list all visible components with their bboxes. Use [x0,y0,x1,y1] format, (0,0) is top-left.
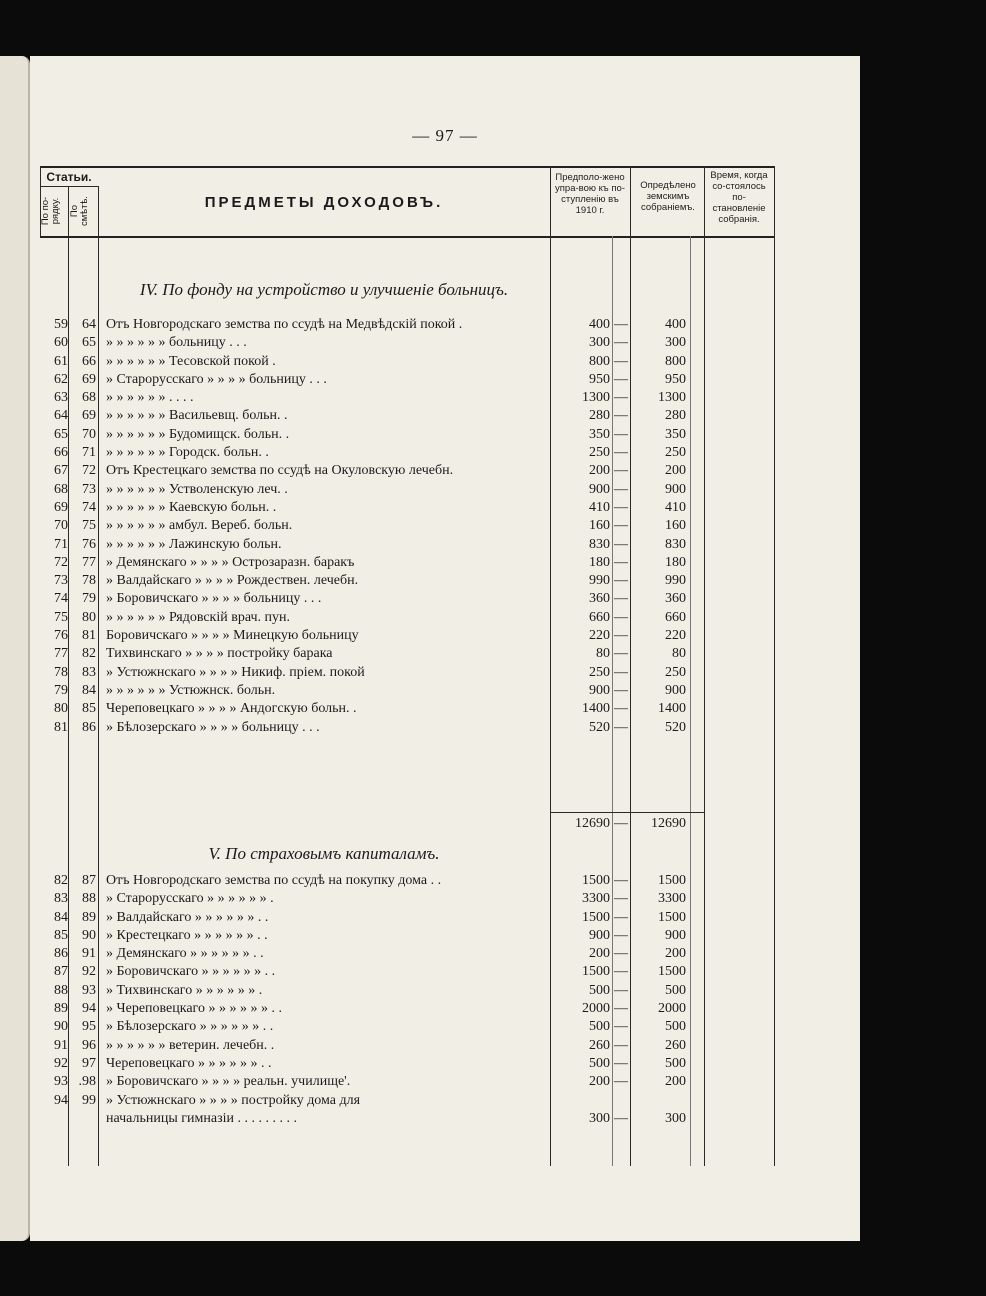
table-row [40,609,774,627]
estimate-number: 65 [82,335,96,351]
assumed-value: 350 [589,426,610,442]
table-row [40,927,774,945]
table-row [40,572,774,590]
section-4-total-dash: — [614,816,628,831]
kopeck-dash: — [614,445,628,461]
kopeck-dash: — [614,982,628,998]
table-row [40,371,774,389]
table-row [40,316,774,334]
row-description: » Боровичскаго » » » » больницу . . . [106,591,322,607]
determined-value: 500 [665,982,686,998]
section-4-total-v2: 12690 [651,816,686,831]
kopeck-dash: — [614,628,628,644]
assumed-value: 900 [589,927,610,943]
kopeck-dash: — [614,408,628,424]
table-row [40,945,774,963]
row-description: Боровичскаго » » » » Минецкую больницу [106,628,359,644]
section-5-title: V. По страховымъ капиталамъ. [208,844,440,863]
row-number: 88 [54,982,68,998]
estimate-number: 64 [82,317,96,332]
row-number: 70 [54,518,68,534]
table-row [40,444,774,462]
assumed-value: 250 [589,445,610,461]
section-4-rows [40,316,774,737]
row-number: 92 [54,1055,68,1071]
estimate-number: 82 [82,646,96,662]
determined-value: 300 [665,1110,686,1126]
row-description: » Демянскаго » » » » Острозаразн. баракъ [106,554,355,570]
table-row [40,590,774,608]
determined-value: 280 [665,408,686,424]
kopeck-dash: — [614,390,628,406]
determined-value: 2000 [658,1001,686,1017]
estimate-number: 74 [82,499,96,515]
kopeck-dash: — [614,964,628,980]
determined-value: 250 [665,445,686,461]
determined-value: 360 [665,591,686,607]
row-description: » Валдайскаго » » » » » » . . [106,909,269,925]
kopeck-dash: — [614,646,628,662]
estimate-number: 93 [82,982,96,998]
row-description: » Боровичскаго » » » » реальн. училище'. [106,1074,351,1090]
kopeck-dash: — [614,701,628,717]
row-number: 63 [54,390,68,406]
header-po-poryadku: По по- рядку. [40,196,61,226]
assumed-value: 180 [589,554,610,570]
row-description: Отъ Новгородскаго земства по ссудѣ на покупку дома . . [106,873,442,888]
table-row [40,645,774,663]
row-number: 69 [54,499,68,515]
estimate-number: 77 [82,554,96,570]
row-number: 87 [54,964,68,980]
row-description: » » » » » » ветерин. лечебн. . [106,1037,275,1053]
table-row [40,890,774,908]
table-row [40,963,774,981]
estimate-number: 95 [82,1019,96,1035]
row-number: 80 [54,701,68,717]
estimate-number: 90 [82,927,96,943]
table-row [40,1055,774,1073]
estimate-number: 70 [82,426,96,442]
estimate-number: 99 [82,1092,96,1108]
estimate-number: 88 [82,891,96,907]
row-description: » Тихвинскаго » » » » » » . [106,982,263,998]
determined-value: 1300 [658,390,686,406]
determined-value: 990 [665,573,686,589]
page-number: — 97 — [412,126,478,145]
kopeck-dash: — [614,554,628,570]
row-description: » Крестецкаго » » » » » » . . [106,927,268,943]
estimate-number: 75 [82,518,96,534]
section-4-title: IV. По фонду на устройство и улучшеніе больницъ. [139,280,509,299]
row-number: 60 [54,335,68,351]
assumed-value: 410 [589,499,610,515]
table-row [40,353,774,371]
row-description: » Бѣлозерскаго » » » » » » . . [106,1019,274,1035]
row-description: Отъ Новгородскаго земства по ссудѣ на Медвѣдскій покой . [106,317,463,332]
row-number: 64 [54,408,68,424]
table-row [40,389,774,407]
table-row [40,1092,774,1110]
assumed-value: 3300 [582,891,610,907]
estimate-number: 71 [82,445,96,461]
section-4-total-v1: 12690 [575,816,610,831]
row-number: 91 [54,1037,68,1053]
row-number: 94 [54,1092,68,1108]
header-col-time: Время, когда со-стоялось по-становленіе собранія. [710,170,768,225]
kopeck-dash: — [614,927,628,943]
determined-value: 500 [665,1019,686,1035]
assumed-value: 1500 [582,873,610,888]
header-col-assumed: Предполо-жено упра-вою къ по-ступленію въ 1910 г. [555,172,625,216]
row-number: 61 [54,353,68,369]
determined-value: 1500 [658,873,686,888]
assumed-value: 280 [589,408,610,424]
determined-value: 1500 [658,964,686,980]
kopeck-dash: — [614,1037,628,1053]
table-row [40,1037,774,1055]
row-description: » Устюжнскаго » » » » Никиф. пріем. покой [106,664,365,680]
row-description: » Старорусскаго » » » » » » . [106,891,274,907]
assumed-value: 300 [589,335,610,351]
row-number: 59 [54,317,68,332]
kopeck-dash: — [614,371,628,387]
determined-value: 830 [665,536,686,552]
row-number: 77 [54,646,68,662]
kopeck-dash: — [614,591,628,607]
estimate-number: 84 [82,682,96,698]
determined-value: 520 [665,719,686,735]
kopeck-dash: — [614,609,628,625]
table-row [40,554,774,572]
row-number: 74 [54,591,68,607]
determined-value: 220 [665,628,686,644]
assumed-value: 250 [589,664,610,680]
table-row [40,1000,774,1018]
row-number: 73 [54,573,68,589]
kopeck-dash: — [614,1019,628,1035]
kopeck-dash: — [614,353,628,369]
kopeck-dash: — [614,335,628,351]
row-number: 82 [54,873,68,888]
table-row [40,909,774,927]
kopeck-dash: — [614,463,628,479]
kopeck-dash: — [614,719,628,735]
table-row [40,426,774,444]
kopeck-dash: — [614,1001,628,1017]
row-description: начальницы гимназіи . . . . . . . . . [106,1110,297,1126]
section-5-rows [40,872,774,1128]
assumed-value: 900 [589,481,610,497]
row-number: 86 [54,946,68,962]
row-description: » » » » » » амбул. Вереб. больн. [106,518,293,534]
row-description: » » » » » » Будомищск. больн. . [106,426,290,442]
determined-value: 660 [665,609,686,625]
determined-value: 3300 [658,891,686,907]
assumed-value: 300 [589,1110,610,1126]
table-row [40,462,774,480]
determined-value: 900 [665,927,686,943]
document-page [30,56,860,1241]
estimate-number: 79 [82,591,96,607]
determined-value: 200 [665,946,686,962]
kopeck-dash: — [614,1110,628,1126]
assumed-value: 500 [589,1019,610,1035]
row-description: » » » » » » Устюжнск. больн. [106,682,276,698]
row-number: 62 [54,371,68,387]
table-row [40,872,774,890]
row-description: Череповецкаго » » » » » » . . [106,1055,272,1071]
row-number: 78 [54,664,68,680]
assumed-value: 200 [589,946,610,962]
kopeck-dash: — [614,481,628,497]
header-stati: Статьи. [46,170,92,184]
row-description: » Устюжнскаго » » » » постройку дома для [106,1092,361,1108]
assumed-value: 1300 [582,390,610,406]
row-description: Тихвинскаго » » » » постройку барака [106,646,333,662]
row-description: » » » » » » Тесовской покой . [106,353,276,369]
kopeck-dash: — [614,891,628,907]
row-number: 90 [54,1019,68,1035]
estimate-number: 72 [82,463,96,479]
assumed-value: 360 [589,591,610,607]
estimate-number: 87 [82,873,96,888]
table-row [40,536,774,554]
row-description: » » » » » » больницу . . . [106,335,247,351]
assumed-value: 800 [589,353,610,369]
assumed-value: 990 [589,573,610,589]
table-row [40,499,774,517]
row-number: 76 [54,628,68,644]
determined-value: 950 [665,371,686,387]
estimate-number: 69 [82,408,96,424]
header-col-determined: Опредѣлено земскимъ собраніемъ. [640,180,696,213]
determined-value: 400 [665,317,686,332]
estimate-number: 92 [82,964,96,980]
estimate-number: 66 [82,353,96,369]
estimate-number: 96 [82,1037,96,1053]
determined-value: 410 [665,499,686,515]
kopeck-dash: — [614,536,628,552]
determined-value: 300 [665,335,686,351]
row-number: 75 [54,609,68,625]
row-description: » » » » » » Васильевщ. больн. . [106,408,288,424]
determined-value: 500 [665,1055,686,1071]
row-number: 79 [54,682,68,698]
row-number: 67 [54,463,68,479]
determined-value: 900 [665,682,686,698]
row-description: » » » » » » Рядовскій врач. пун. [106,609,291,625]
estimate-number: 83 [82,664,96,680]
assumed-value: 660 [589,609,610,625]
row-number: 65 [54,426,68,442]
row-number: 85 [54,927,68,943]
assumed-value: 80 [596,646,610,662]
determined-value: 900 [665,481,686,497]
kopeck-dash: — [614,946,628,962]
estimate-number: 94 [82,1001,96,1017]
table-row [40,1110,774,1128]
estimate-number: 73 [82,481,96,497]
row-number: 66 [54,445,68,461]
assumed-value: 220 [589,628,610,644]
determined-value: 200 [665,463,686,479]
determined-value: 80 [672,646,686,662]
row-number: 68 [54,481,68,497]
table-row [40,627,774,645]
assumed-value: 1500 [582,964,610,980]
estimate-number: 89 [82,909,96,925]
estimate-number: 80 [82,609,96,625]
assumed-value: 1400 [582,701,610,717]
table-row [40,1018,774,1036]
left-page-edge [0,56,30,1241]
table-row [40,481,774,499]
row-number: 81 [54,719,68,735]
determined-value: 1400 [658,701,686,717]
table-row [40,407,774,425]
estimate-number: 76 [82,536,96,552]
row-description: » » » » » » Лажинскую больн. [106,536,282,552]
table-row [40,664,774,682]
row-description: » » » » » » Городск. больн. . [106,445,269,461]
revenue-table [40,166,774,1166]
determined-value: 1500 [658,909,686,925]
assumed-value: 400 [589,317,610,332]
kopeck-dash: — [614,518,628,534]
assumed-value: 160 [589,518,610,534]
estimate-number: .98 [78,1074,96,1090]
row-description: Отъ Крестецкаго земства по ссудѣ на Окуловскую лечебн. [106,463,454,479]
row-description: » Валдайскаго » » » » Рождествен. лечебн. [106,573,359,589]
kopeck-dash: — [614,317,628,332]
table-row [40,700,774,718]
table-row [40,719,774,737]
estimate-number: 86 [82,719,96,735]
row-number: 89 [54,1001,68,1017]
kopeck-dash: — [614,664,628,680]
row-description: » » » » » » . . . . [106,390,194,406]
kopeck-dash: — [614,573,628,589]
determined-value: 350 [665,426,686,442]
kopeck-dash: — [614,682,628,698]
kopeck-dash: — [614,1055,628,1071]
header-title: ПРЕДМЕТЫ ДОХОДОВЪ. [204,194,444,211]
row-description: » » » » » » Устволенскую леч. . [106,481,288,497]
determined-value: 200 [665,1074,686,1090]
kopeck-dash: — [614,426,628,442]
estimate-number: 97 [82,1055,96,1071]
row-description: » Демянскаго » » » » » » . . [106,946,264,962]
determined-value: 250 [665,664,686,680]
row-number: 83 [54,891,68,907]
estimate-number: 91 [82,946,96,962]
determined-value: 180 [665,554,686,570]
assumed-value: 830 [589,536,610,552]
table-row [40,682,774,700]
assumed-value: 260 [589,1037,610,1053]
header-po-smete: По смѣтѣ. [69,196,90,226]
assumed-value: 2000 [582,1001,610,1017]
determined-value: 260 [665,1037,686,1053]
table-row [40,517,774,535]
assumed-value: 900 [589,682,610,698]
estimate-number: 85 [82,701,96,717]
estimate-number: 81 [82,628,96,644]
estimate-number: 68 [82,390,96,406]
row-number: 93 [54,1074,68,1090]
table-row [40,982,774,1000]
table-row [40,334,774,352]
row-description: » Старорусскаго » » » » больницу . . . [106,371,327,387]
assumed-value: 950 [589,371,610,387]
row-description: » Череповецкаго » » » » » » . . [106,1001,282,1017]
estimate-number: 78 [82,573,96,589]
assumed-value: 1500 [582,909,610,925]
estimate-number: 69 [82,371,96,387]
assumed-value: 200 [589,1074,610,1090]
determined-value: 160 [665,518,686,534]
assumed-value: 200 [589,463,610,479]
row-number: 84 [54,909,68,925]
row-description: » Боровичскаго » » » » » » . . [106,964,276,980]
row-description: » » » » » » Каевскую больн. . [106,499,277,515]
assumed-value: 520 [589,719,610,735]
table-row [40,1073,774,1091]
kopeck-dash: — [614,499,628,515]
kopeck-dash: — [614,873,628,888]
row-number: 71 [54,536,68,552]
kopeck-dash: — [614,1074,628,1090]
row-description: » Бѣлозерскаго » » » » больницу . . . [106,719,320,735]
assumed-value: 500 [589,982,610,998]
assumed-value: 500 [589,1055,610,1071]
kopeck-dash: — [614,909,628,925]
row-description: Череповецкаго » » » » Андогскую больн. . [106,701,357,717]
row-number: 72 [54,554,68,570]
determined-value: 800 [665,353,686,369]
